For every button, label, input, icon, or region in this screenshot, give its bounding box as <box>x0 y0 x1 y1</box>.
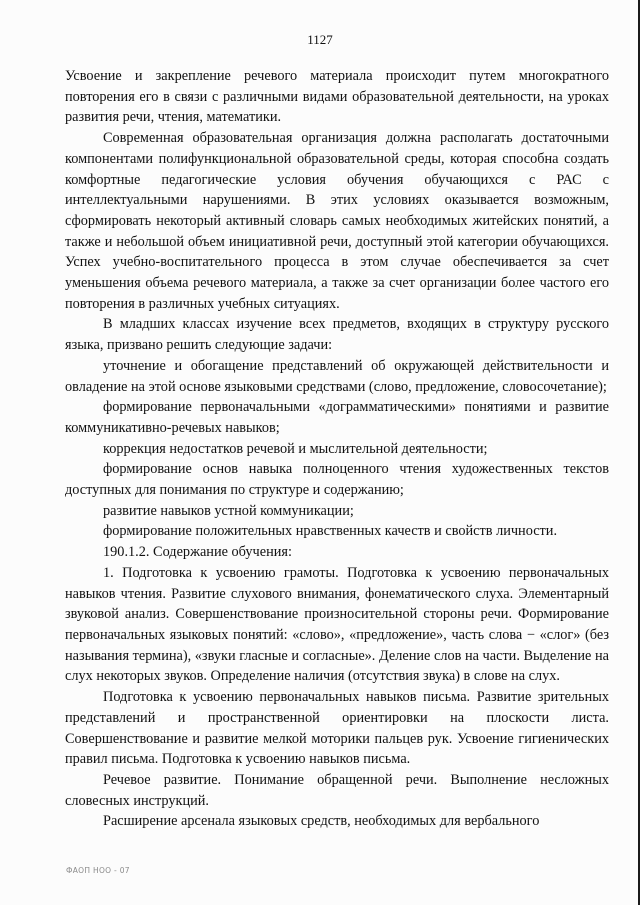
paragraph: Подготовка к усвоению первоначальных навыков письма. Развитие зрительных представлений и пространственной ориентировки на плоскости листа. Совершенствование и развитие мелкой моторики пальцев рук. Усвоение гигиенических правил письма. Подготовка к усвоению навыков письма. <box>65 689 609 768</box>
paragraph: Речевое развитие. Понимание обращенной речи. Выполнение несложных словесных инструкций. <box>65 771 609 809</box>
paragraph: 1. Подготовка к усвоению грамоты. Подготовка к усвоению первоначальных навыков чтения. Развитие слухового внимания, фонематического слуха. Элементарный звуковой анализ. Совершенствование произносительной стороны речи. Формирование первоначальных языковых понятий: «слово», «предложение», часть слова − «слог» (без называния термина), «звуки гласные и согласные». Деление слов на части. Выделение на слух некоторых звуков. Определение наличия (отсутствия звука) в слове на слух. <box>65 564 609 685</box>
body-text <box>65 66 609 832</box>
task-item: формирование основ навыка полноценного чтения художественных текстов доступных для понимания по структуре и содержанию; <box>65 461 609 499</box>
paragraph: Расширение арсенала языковых средств, необходимых для вербального <box>103 813 540 830</box>
task-item: уточнение и обогащение представлений об окружающей действительности и овладение на этой основе языковыми средствами (слово, предложение, словосочетание); <box>65 357 609 395</box>
task-item: развитие навыков устной коммуникации; <box>103 502 354 519</box>
task-item: коррекция недостатков речевой и мыслительной деятельности; <box>103 440 488 457</box>
section-heading: 190.1.2. Содержание обучения: <box>103 544 292 561</box>
page-number: 1127 <box>307 32 333 47</box>
paragraph: Усвоение и закрепление речевого материала происходит путем многократного повторения его в связи с различными видами образовательной деятельности, на уроках развития речи, чтения, математики. <box>65 68 609 126</box>
task-item: формирование положительных нравственных качеств и свойств личности. <box>103 523 558 540</box>
paragraph: В младших классах изучение всех предметов, входящих в структуру русского языка, призвано решить следующие задачи: <box>65 316 609 354</box>
paragraph: Современная образовательная организация должна располагать достаточными компонентами полифункциональной образовательной среды, которая способна создать комфортные педагогические условия обучения обучающихся с РАС с интеллектуальными нарушениями. В этих условиях оказывается возможным, сформировать некоторый активный словарь самых необходимых житейских понятий, а также и небольшой объем инициативной речи, доступный этой категории обучающихся. Успех учебно-воспитательного процесса в этом случае обеспечивается за счет уменьшения объема речевого материала, а также за счет организации более частого его повторения в различных учебных ситуациях. <box>65 130 609 312</box>
task-item: формирование первоначальными «дограмматическими» понятиями и развитие коммуникативно-речевых навыков; <box>65 399 609 436</box>
footer-mark: ФАОП НОО - 07 <box>66 866 130 875</box>
